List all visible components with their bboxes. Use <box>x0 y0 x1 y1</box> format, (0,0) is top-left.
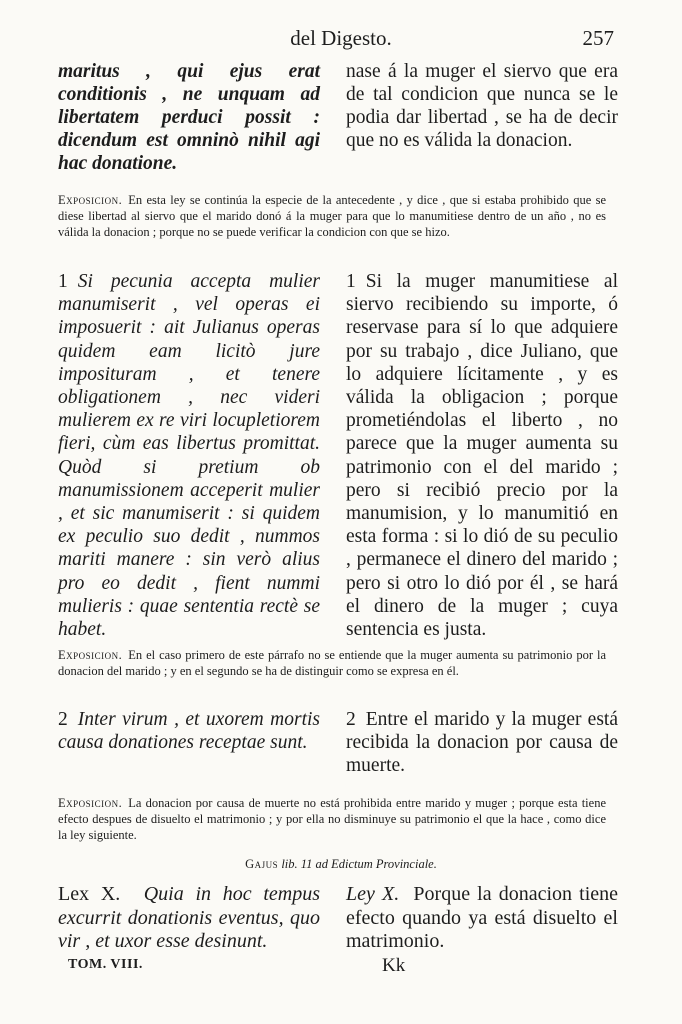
latin-text: Si pecunia accepta mulier manumiserit , vel operas ei imposuerit : ait Julianus operas quidem eam licitò jure imposituram , et tenere obligationem , nec videri mulierem ex re viri locupletiorem fieri, cùm eas libertus promittat. Quòd si pretium ob manumissionem acceperit mulier , et sic manumiserit : si quidem ex peculio suo dedit , nummos mariti manere : sin verò alius pro eo dedit , fient nummi mulieris : quae sententia rectè se habet. <box>58 271 320 641</box>
source-citation <box>0 857 682 872</box>
spanish-text: Si la muger manumitiese al siervo recibiendo su importe, ó reservase para sí lo que adquiere por su trabajo , dice Juliano, que lo adquiere lícitamente , y es válida la obligacion ; porque prometiéndolas el liberto , no parece que la muger aumenta su patrimonio con el del marido ; pero si recibió precio por la manumision, y lo manumitió en esta forma : si lo dió de su peculio , permanece el dinero del marido ; pero si otro lo dió por él , se hará el dinero de la muger ; cuya sentencia es justa. <box>346 271 618 641</box>
citation-author: Gajus <box>245 857 279 871</box>
page-number: 257 <box>582 26 614 50</box>
running-head <box>0 26 682 56</box>
spanish-column <box>346 270 618 641</box>
paragraph-number: 1 <box>346 271 356 292</box>
page-footer <box>0 955 682 985</box>
paragraph-1 <box>58 270 618 641</box>
spanish-column <box>346 883 618 954</box>
law-label: Lex X. <box>58 883 121 905</box>
paragraph-number: 2 <box>58 709 68 730</box>
paragraph-number: 1 <box>58 271 68 292</box>
latin-text: Quia in hoc tempus excurrit donationis eventus, quo vir , et uxor esse desinunt. <box>58 883 320 952</box>
spanish-text: Entre el marido y la muger está recibida la donacion por causa de muerte. <box>346 709 618 776</box>
running-title: del Digesto. <box>290 26 392 50</box>
exposicion-label: Exposicion. <box>58 796 123 810</box>
latin-column <box>58 708 320 777</box>
spanish-column <box>346 60 618 175</box>
top-passage <box>58 60 618 175</box>
spanish-column <box>346 708 618 777</box>
exposicion-note <box>58 647 606 679</box>
exposicion-text: En esta ley se continúa la especie de la antecedente , y dice , que si estaba prohibido que se diese libertad al siervo que el marido donó á la muger para que lo manumitiese dentro de un año , no es válida la donacion ; porque no se puede verificar la condicion con que se hizo. <box>58 193 606 239</box>
exposicion-text: La donacion por causa de muerte no está prohibida entre marido y muger ; porque esta tiene efecto despues de disuelto el matrimonio ; y por ella no disminuye su patrimonio el que la hace , como dice la ley siguiente. <box>58 796 606 842</box>
paragraph-2 <box>58 708 618 777</box>
spanish-text: nase á la muger el siervo que era de tal condicion que nunca se le podia dar libertad , se ha de decir que no es válida la donacion. <box>346 61 618 151</box>
exposicion-text: En el caso primero de este párrafo no se entiende que la muger aumenta su patrimonio por la donacion del marido ; y en el segundo se ha de distinguir como se expresa en él. <box>58 648 606 678</box>
paragraph-number: 2 <box>346 709 356 730</box>
volume-label: TOM. VIII. <box>68 957 143 972</box>
spanish-text: Porque la donacion tiene efecto quando ya está disuelto el matrimonio. <box>346 883 619 952</box>
latin-column <box>58 60 320 175</box>
exposicion-note <box>58 192 606 240</box>
signature-mark: Kk <box>382 955 406 976</box>
law-label: Ley X. <box>346 883 400 905</box>
latin-column <box>58 883 320 954</box>
exposicion-note <box>58 795 606 843</box>
lex-x <box>58 883 618 954</box>
exposicion-label: Exposicion. <box>58 193 123 207</box>
latin-column <box>58 270 320 641</box>
latin-text: Inter virum , et uxorem mortis causa donationes receptae sunt. <box>58 709 320 753</box>
exposicion-label: Exposicion. <box>58 648 123 662</box>
latin-text: maritus , qui ejus erat conditionis , ne unquam ad libertatem perduci possit : dicendum est omninò nihil agi hac donatione. <box>58 61 320 174</box>
citation-source: lib. 11 ad Edictum Provinciale. <box>281 857 437 871</box>
